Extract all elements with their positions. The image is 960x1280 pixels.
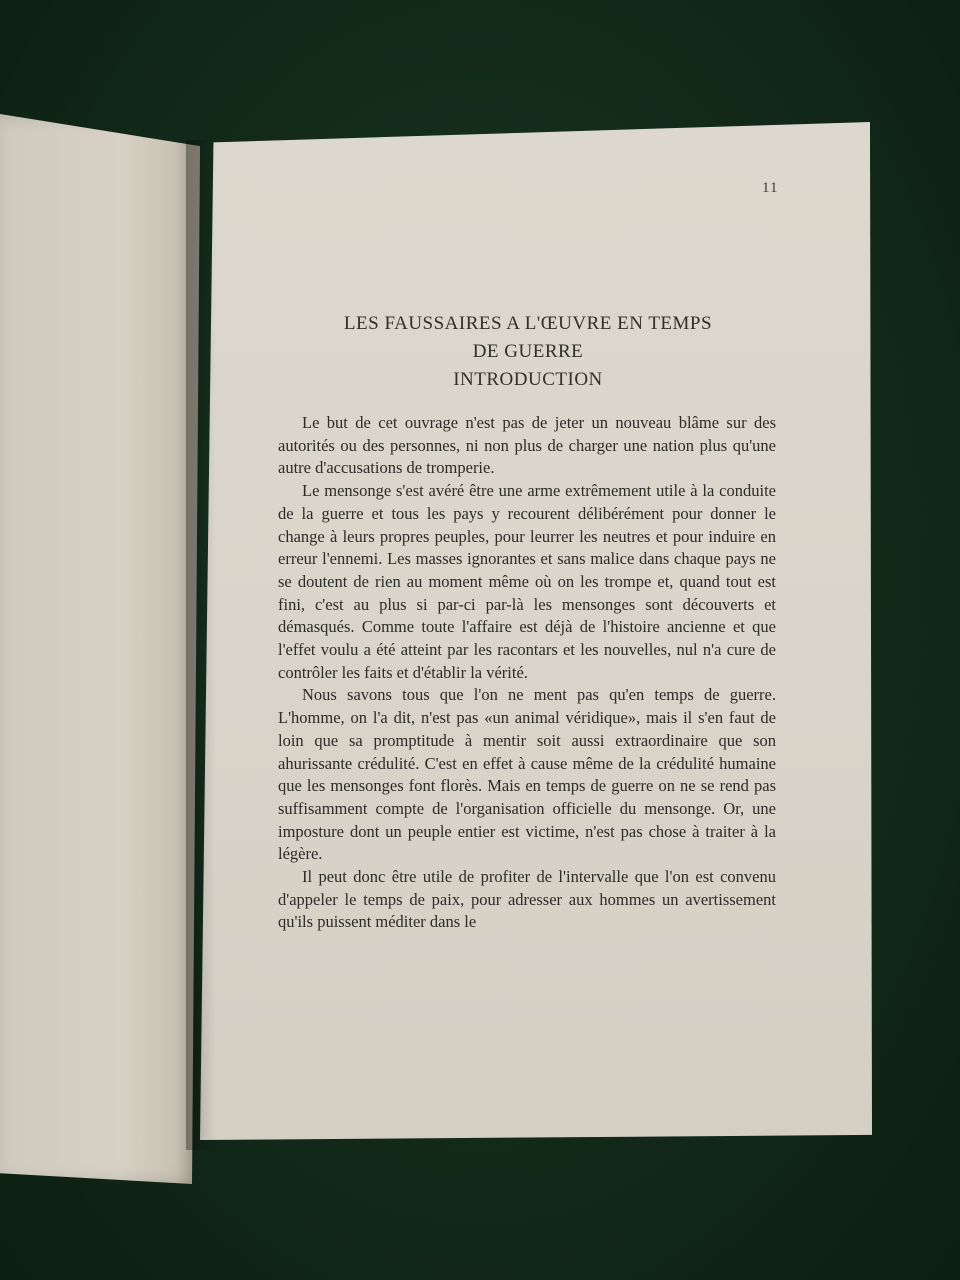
left-page (0, 114, 200, 1184)
paragraph: Le mensonge s'est avéré être une arme extrêmement utile à la conduite de la guerre et tous les pays y recourent délibérément pour donner le change à leurs propres peuples, pour leurrer les neutres et pour induire en erreur l'ennemi. Les masses ignorantes et sans malice dans chaque pays ne se doutent de rien au moment même où on les trompe et, quand tout est fini, c'est au plus si par-ci par-là les mensonges sont découverts et démasqués. Comme toute l'affaire est déjà de l'histoire ancienne et que l'effet voulu a été atteint par les racontars et les nouvelles, nul n'a cure de contrôler les faits et d'établir la vérité. (278, 481, 776, 682)
book-gutter (186, 140, 216, 1150)
page-number: 11 (762, 180, 779, 196)
title-line: INTRODUCTION (453, 369, 603, 390)
paragraph: Nous savons tous que l'on ne ment pas qu'en temps de guerre. L'homme, on l'a dit, n'est pas «un animal véridique», mais il s'en faut de loin que sa promptitude à mentir soit aussi extraordinaire que son ahurissante crédulité. C'est en effet à cause même de la crédulité humaine que les mensonges font florès. Mais en temps de guerre on ne se rend pas suffisamment compte de l'organisation officielle du mensonge. Or, une imposture dont un peuple entier est victime, n'est pas chose à traiter à la légère. (278, 685, 776, 864)
title-line: LES FAUSSAIRES A L'ŒUVRE EN TEMPS (343, 313, 713, 334)
paragraph: Le but de cet ouvrage n'est pas de jeter un nouveau blâme sur des autorités ou des personnes, ni non plus de charger une nation plus qu'une autre d'accusations de tromperie. (278, 413, 776, 478)
body-text (278, 412, 776, 934)
paragraph: Il peut donc être utile de profiter de l'intervalle que l'on est convenu d'appeler le temps de paix, pour adresser aux hommes un avertissement qu'ils puissent méditer dans le (278, 867, 776, 932)
title-line: DE GUERRE (472, 341, 584, 362)
chapter-title (278, 310, 778, 394)
